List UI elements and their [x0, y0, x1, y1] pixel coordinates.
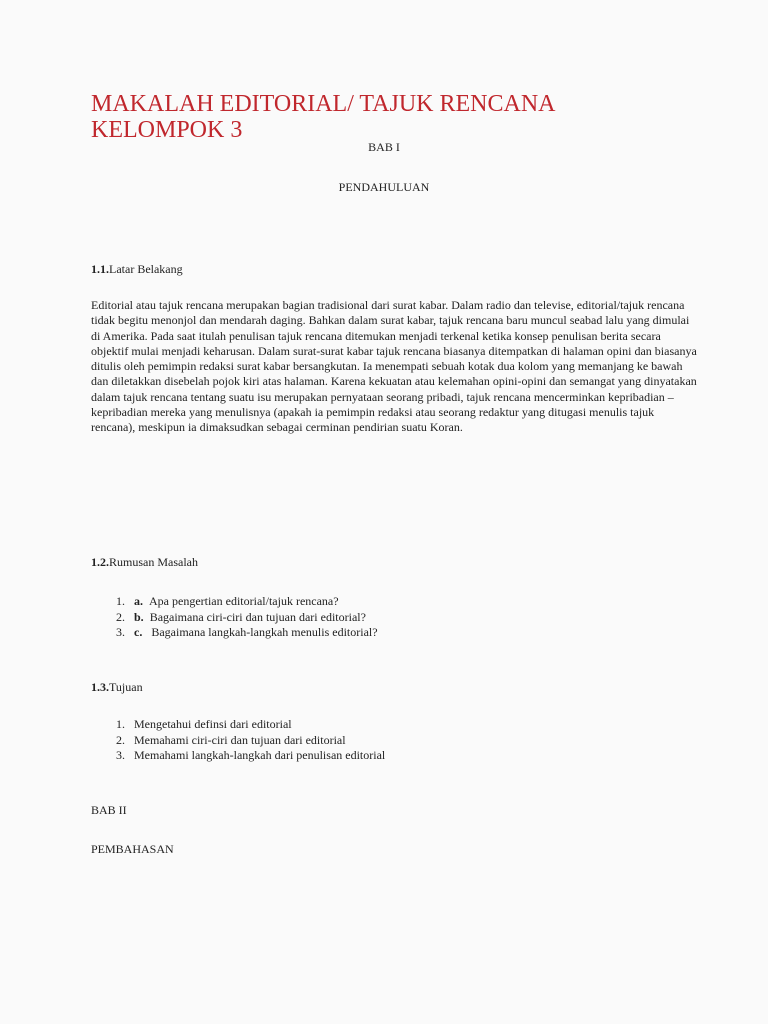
- bab2-subtitle: PEMBAHASAN: [91, 842, 174, 856]
- list-item-text: Bagaimana ciri-ciri dan tujuan dari editorial?: [149, 609, 366, 624]
- list-item-number: 2.: [116, 732, 125, 747]
- list-item-text: Memahami ciri-ciri dan tujuan dari editorial: [134, 732, 346, 747]
- section-1-1-title: Latar Belakang: [109, 262, 183, 276]
- section-1-1-heading: [91, 262, 183, 277]
- rumusan-masalah-list: [91, 594, 378, 641]
- list-item-letter: b.: [134, 609, 144, 624]
- list-item: [91, 717, 385, 733]
- list-item-text: Mengetahui definsi dari editorial: [134, 717, 292, 731]
- list-item-number: 1.: [116, 594, 125, 608]
- title-line-1: MAKALAH EDITORIAL/ TAJUK RENCANA: [91, 91, 556, 117]
- section-1-2-heading: [91, 555, 198, 570]
- section-1-2-number: 1.2.: [91, 555, 109, 569]
- document-title: [91, 91, 556, 143]
- list-item-text: Memahami langkah-langkah dari penulisan editorial: [134, 748, 386, 762]
- list-item: [91, 625, 378, 641]
- list-item-text: Apa pengertian editorial/tajuk rencana?: [149, 594, 339, 608]
- list-item: [91, 594, 378, 610]
- list-item: [91, 748, 385, 764]
- section-1-1-number: 1.1.: [91, 262, 109, 276]
- section-1-3-number: 1.3.: [91, 680, 109, 694]
- bab2-label: BAB II: [91, 803, 127, 817]
- list-item-number: 3.: [116, 625, 125, 639]
- title-line-2: KELOMPOK 3: [91, 117, 243, 143]
- list-item-letter: a.: [134, 594, 143, 608]
- list-item: [91, 733, 385, 749]
- section-1-1-body: Editorial atau tajuk rencana merupakan bagian tradisional dari surat kabar. Dalam radio dan televise, editorial/tajuk rencana tidak begitu menonjol dan mendarah daging. Bahkan dalam surat kabar, tajuk rencana baru muncul seabad lalu yang dimulai di Amerika. Pada saat itulah penulisan tajuk rencana ditemukan menjadi terkenal ketika konsep penulisan berita secara objektif mulai menjadi keharusan. Dalam surat-surat kabar tajuk rencana biasanya ditempatkan di halaman opini dan biasanya ditulis oleh pemimpin redaksi surat kabar bersangkutan. Ia menempati sebuah kotak dua kolom yang memanjang ke bawah dan diletakkan disebelah pojok kiri atas halaman. Karena kekuatan atau kelemahan opini-opini dan semangat yang dinyatakan dalam tajuk rencana tentang suatu isu merupakan pernyataan seorang pribadi, tajuk rencana mencerminkan kepribadian – kepribadian mereka yang menulisnya (apakah ia pemimpin redaksi atau seorang redaktur yang ditugasi menulis tajuk rencana), meskipun ia dimaksudkan sebagai cerminan pendirian suatu Koran.: [91, 298, 697, 435]
- list-item-number: 3.: [116, 748, 125, 762]
- list-item: [91, 610, 378, 626]
- list-item-letter: c.: [134, 625, 143, 639]
- list-item-text: Bagaimana langkah-langkah menulis editorial?: [148, 625, 378, 639]
- list-item-number: 1.: [116, 717, 125, 731]
- tujuan-list: [91, 717, 385, 764]
- bab1-label: BAB I: [368, 140, 400, 154]
- section-1-2-title: Rumusan Masalah: [109, 555, 198, 569]
- section-1-3-title: Tujuan: [109, 680, 143, 694]
- list-item-number: 2.: [116, 609, 125, 624]
- section-1-3-heading: [91, 680, 143, 695]
- bab1-subtitle: PENDAHULUAN: [338, 180, 430, 194]
